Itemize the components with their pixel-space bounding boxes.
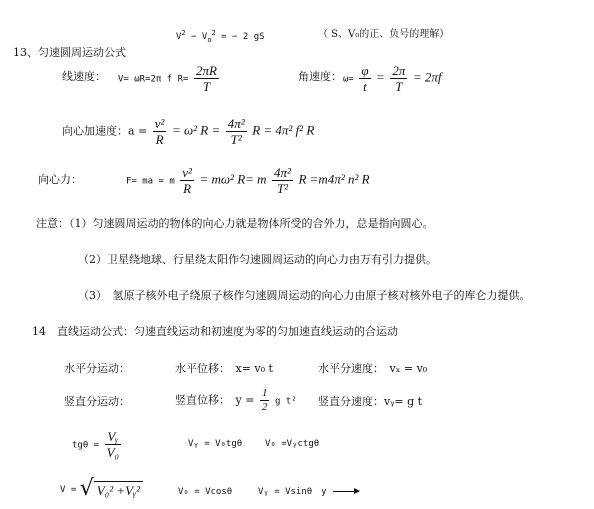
vy-sin-relation: Vᵧ = Vsinθ y [258,488,359,497]
vy-relation: Vᵧ = V₀tgθ [188,439,243,449]
tangent-formula: tgθ = $\frac{\text{Vᵧ}}{\text{V₀}}$ [72,429,120,460]
vertical-motion-label: 竖直分运动： [64,395,130,408]
sign-note: （ S、V₀的正、负号的理解） [318,29,450,40]
vt-formula: $V^2 - V_o^2$ = − 2 gS [176,29,265,44]
section-14-title: 14 直线运动公式：匀速直线运动和初速度为零的匀加速直线运动的合运动 [32,325,398,338]
velocity-magnitude-formula: V = √ V₀² +Vᵧ² [60,478,143,500]
sqrt-icon: √ V₀² +Vᵧ² [80,478,143,500]
horizontal-displacement: 水平位移： x= v₀ t [175,362,273,375]
vertical-velocity: 竖直分速度：vᵧ= g t [318,395,423,408]
horizontal-velocity: 水平分速度： vₓ = v₀ [318,362,428,375]
note-3: （3） 氢原子核外电子绕原子核作匀速圆周运动的向心力由原子核对核外电子的库仑力提供。 [78,289,531,302]
v0-cos-relation: V₀ = Vcosθ [178,487,233,497]
section-13-title: 13、匀速圆周运动公式 [13,46,126,59]
centripetal-force-label: 向心力： [38,173,82,186]
angular-velocity-label: 角速度： [298,70,342,83]
note-1: 注意：（1）匀速圆周运动的物体的向心力就是物体所受的合外力，总是指向圆心。 [36,217,434,230]
v0-relation: V₀ =Vᵧctgθ [265,439,320,449]
linear-velocity-label: 线速度： [62,70,106,83]
angular-velocity-formula: ω= $\frac{\varphi}{t}$ = $\frac{2\pi}{T}$ = 2πf [343,63,442,94]
linear-velocity-formula: V= ωR=2π f R= $\frac{2\pi R}{T}$ [118,63,217,94]
centripetal-acceleration-formula: 向心加速度：a = $\frac{\text{v²}}{R}$ = ω² R = $\frac{\text{4π²}}{\text{T²}}$ R = 4π² f² R [62,116,315,147]
note-2: （2）卫星绕地球、行星绕太阳作匀速圆周运动的向心力由万有引力提供。 [78,253,437,266]
arrow-right-icon [333,491,359,492]
centripetal-force-formula: F= ma = m $\frac{\text{v²}}{R}$ = mω² R= m $\frac{\text{4π²}}{\text{T²}}$ R =m4π² n² R [126,165,370,196]
vertical-displacement: 竖直位移： y = $\frac{1}{2}$ g t² [175,387,297,413]
horizontal-motion-label: 水平分运动： [64,362,130,375]
